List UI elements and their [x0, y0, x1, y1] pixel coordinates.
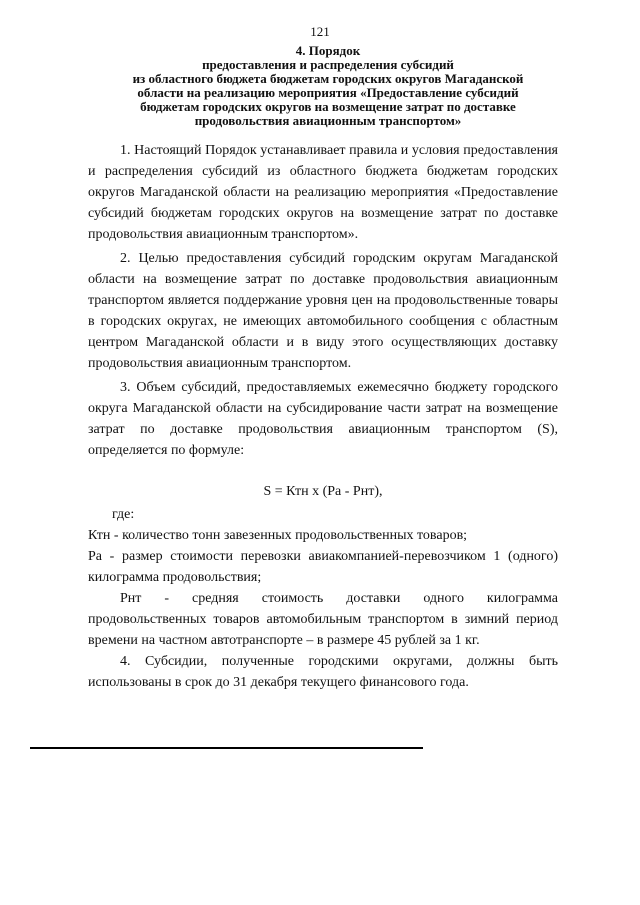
- title-line: бюджетам городских округов на возмещение затрат по доставке: [140, 99, 516, 114]
- paragraph-3: 3. Объем субсидий, предоставляемых ежемесячно бюджету городского округа Магаданской области на субсидирование части затрат на возмещение затрат по доставке продовольствия авиационным транспортом (S), определяется по формуле:: [88, 380, 558, 458]
- document-body: [88, 140, 558, 693]
- formula-where-label: где:: [112, 507, 135, 522]
- section-title: [104, 44, 552, 128]
- page-number: 121: [310, 24, 330, 39]
- definition-rnt: Рнт - средняя стоимость доставки одного килограмма продовольственных товаров автомобильным транспортом в зимний период времени на частном автотранспорте – в размере 45 рублей за 1 кг.: [88, 591, 558, 648]
- title-line: 4. Порядок: [295, 43, 361, 58]
- title-line: продовольствия авиационным транспортом»: [194, 113, 462, 128]
- title-line: области на реализацию мероприятия «Предоставление субсидий: [137, 85, 519, 100]
- title-line: предоставления и распределения субсидий: [202, 57, 454, 72]
- paragraph-1: 1. Настоящий Порядок устанавливает правила и условия предоставления и распределения субсидий из областного бюджета бюджетам городских округов Магаданской области на реализацию мероприятия «Предоставление субсидий бюджетам городских округов на возмещение затрат по доставке продовольствия авиационным транспортом».: [88, 143, 558, 242]
- paragraph-2: 2. Целью предоставления субсидий городским округам Магаданской области на возмещение затрат по доставке продовольствия авиационным транспортом является поддержание уровня цен на продовольственные товары в городских округах, не имеющих автомобильного сообщения с областным центром Магаданской области и в виду этого осуществляющих доставку продовольствия авиационным транспортом.: [88, 251, 558, 371]
- definition-ktn: Ктн - количество тонн завезенных продовольственных товаров;: [88, 528, 468, 543]
- title-line: из областного бюджета бюджетам городских округов Магаданской: [132, 71, 524, 86]
- horizontal-rule: [30, 747, 423, 749]
- formula: S = Ктн х (Ра - Рнт),: [263, 484, 383, 499]
- paragraph-4: 4. Субсидии, полученные городскими округами, должны быть использованы в срок до 31 декабря текущего финансового года.: [88, 654, 558, 690]
- definition-ra: Ра - размер стоимости перевозки авиакомпанией-перевозчиком 1 (одного) килограмма продовольствия;: [88, 549, 558, 585]
